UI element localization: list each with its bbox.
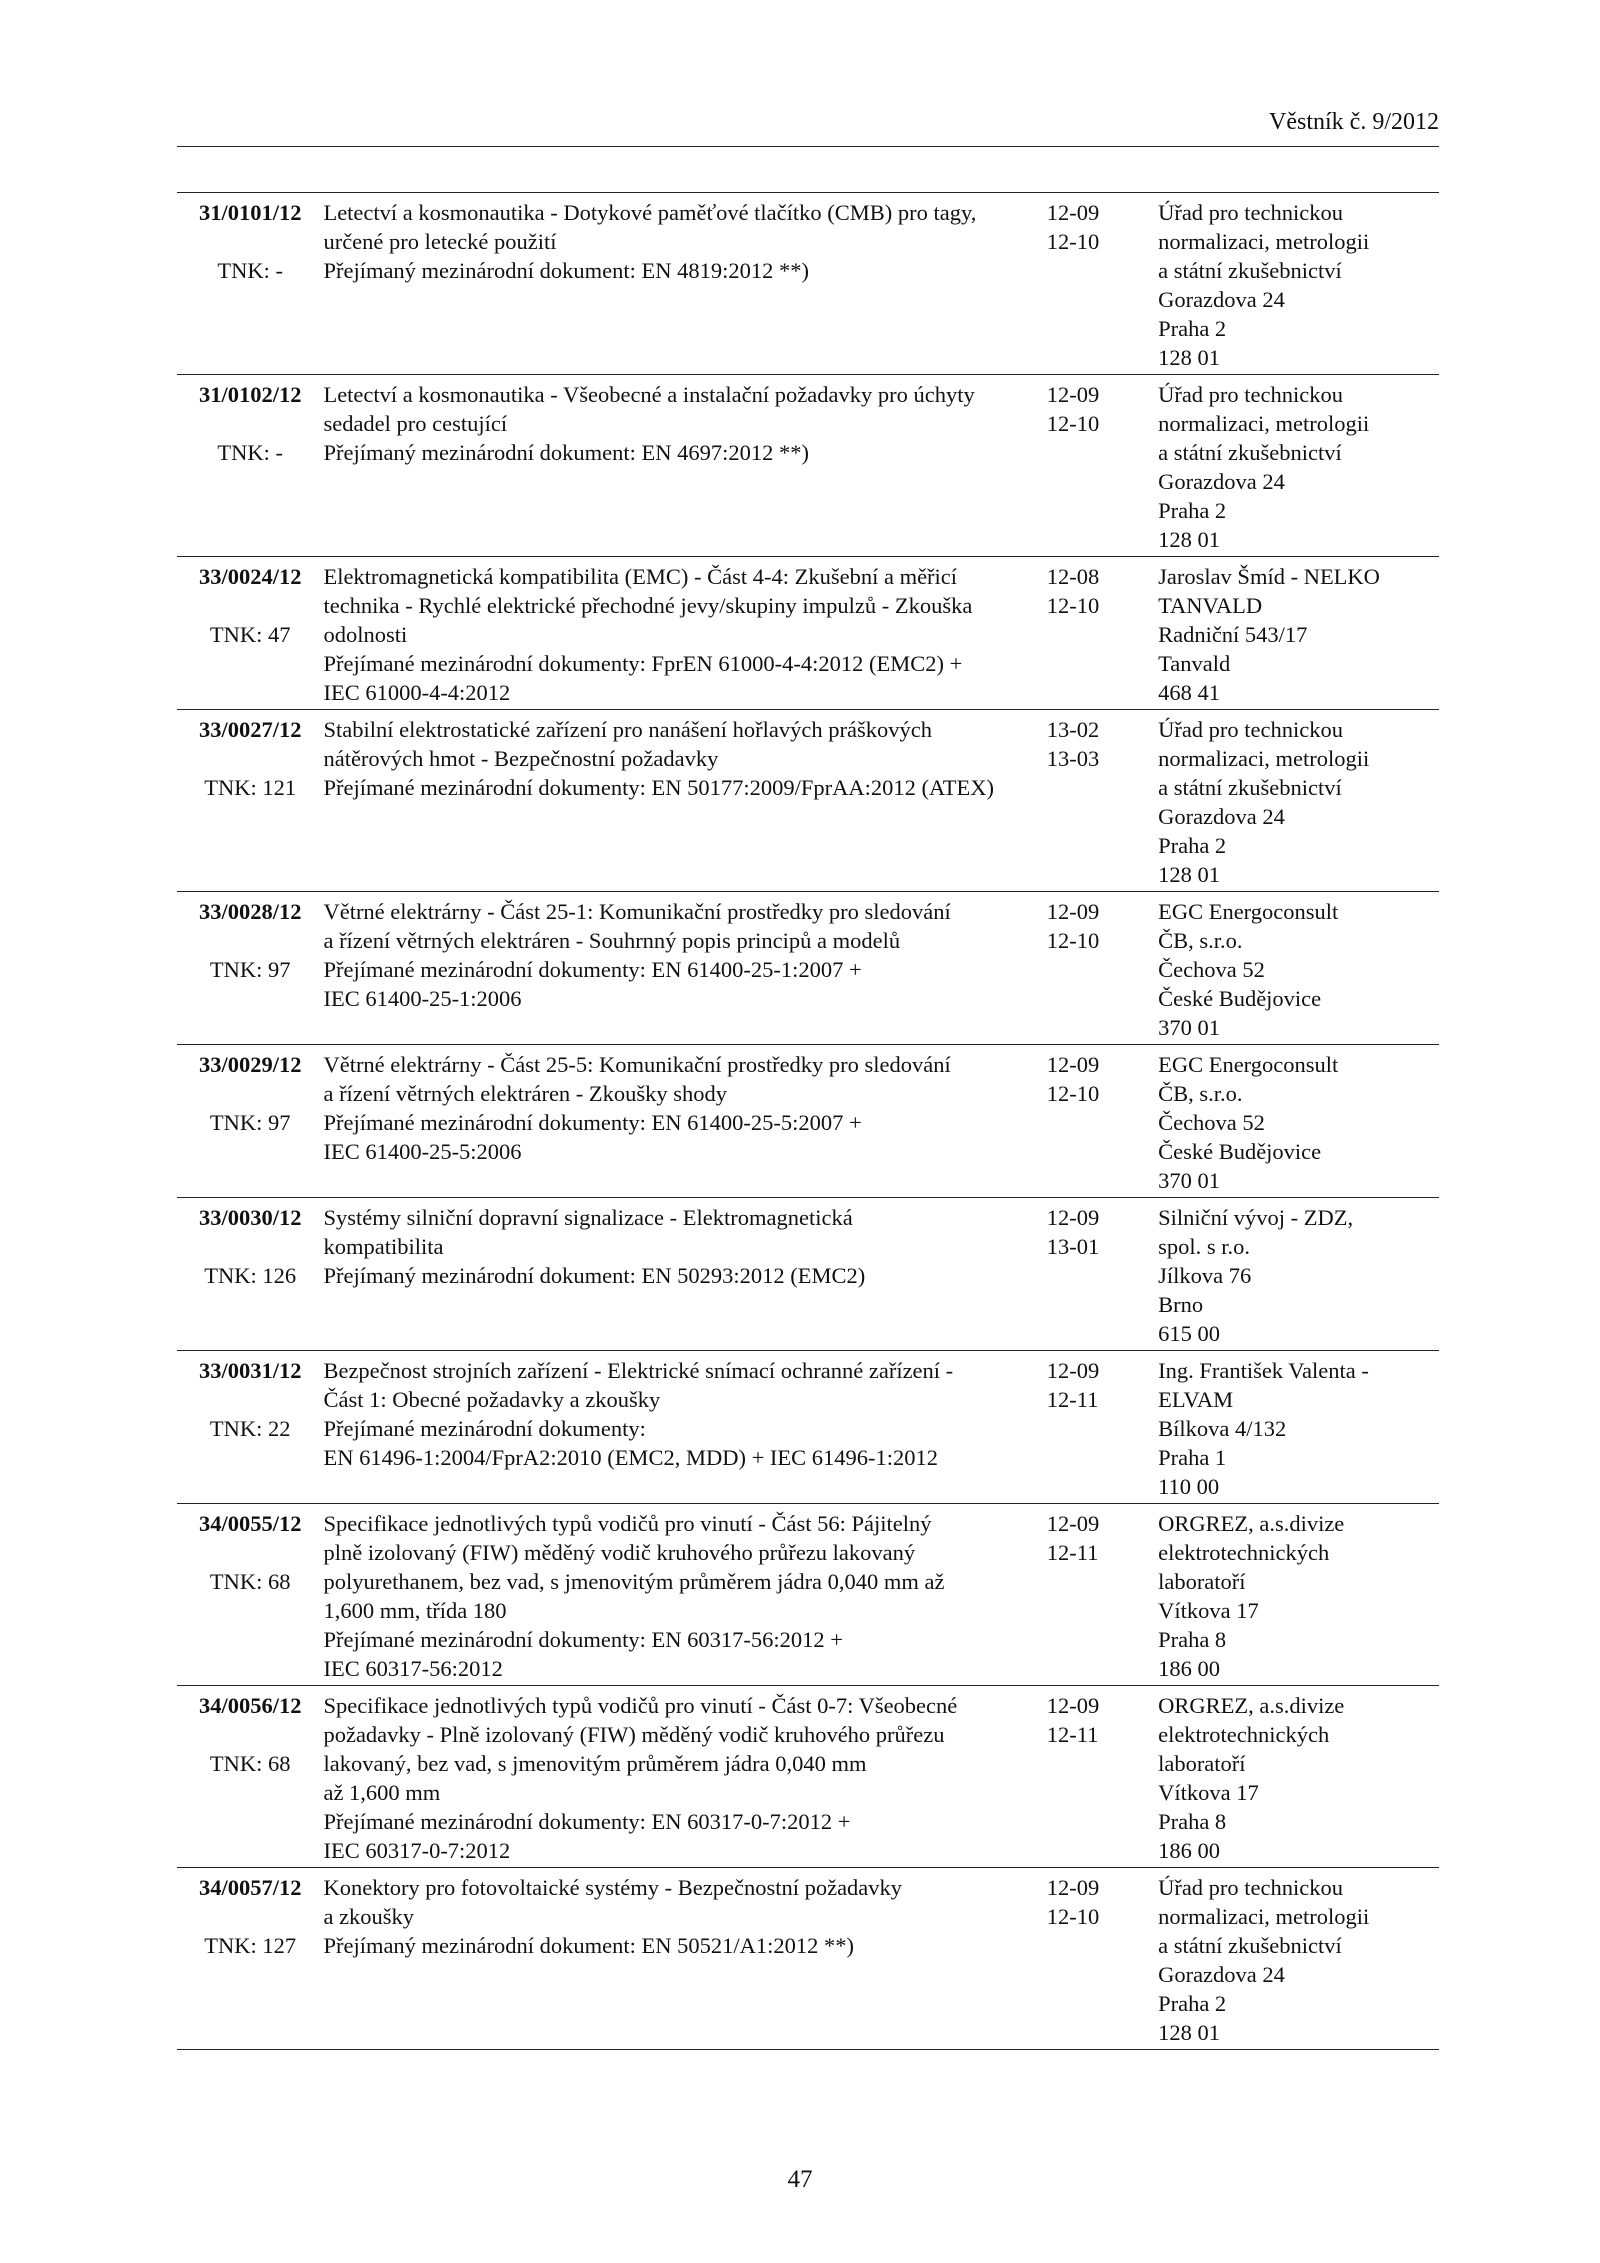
office-line: a státní zkušebnictví xyxy=(1158,258,1342,283)
entry-tnk: TNK: 97 xyxy=(209,1110,291,1135)
office-line: Úřad pro technickou xyxy=(1158,382,1344,407)
entry-tnk: TNK: - xyxy=(217,258,284,283)
office-line: 370 01 xyxy=(1158,1015,1220,1040)
description-line: a řízení větrných elektráren - Zkoušky shody xyxy=(323,1081,728,1106)
entry-description xyxy=(323,375,1046,557)
office-line: ELVAM xyxy=(1158,1387,1234,1412)
entry-dates xyxy=(1047,1504,1158,1686)
description-line: Přejímaný mezinárodní dokument: EN 50293:2012 (EMC2) xyxy=(323,1263,866,1288)
description-line: Větrné elektrárny - Část 25-1: Komunikační prostředky pro sledování xyxy=(323,899,951,924)
entries-table xyxy=(177,192,1439,2050)
description-line: Stabilní elektrostatické zařízení pro nanášení hořlavých práškových xyxy=(323,717,932,742)
office-line: Gorazdova 24 xyxy=(1158,287,1285,312)
office-line: Praha 2 xyxy=(1158,498,1227,523)
description-line: EN 61496-1:2004/FprA2:2010 (EMC2, MDD) + IEC 61496-1:2012 xyxy=(323,1445,938,1470)
entry-tnk: TNK: 126 xyxy=(204,1263,297,1288)
description-line: polyurethanem, bez vad, s jmenovitým průměrem jádra 0,040 mm až xyxy=(323,1569,945,1594)
table-row xyxy=(177,1686,1439,1868)
entry-tnk: TNK: - xyxy=(217,440,284,465)
entry-description xyxy=(323,1045,1046,1198)
office-line: 128 01 xyxy=(1158,527,1220,552)
date-line: 12-10 xyxy=(1046,229,1100,254)
date-line: 12-09 xyxy=(1046,1511,1100,1536)
entry-office xyxy=(1158,1504,1439,1686)
entry-office xyxy=(1158,1198,1439,1351)
office-line: 370 01 xyxy=(1158,1168,1220,1193)
office-line: normalizaci, metrologii xyxy=(1158,746,1370,771)
office-line: elektrotechnických xyxy=(1158,1540,1330,1565)
date-line: 12-10 xyxy=(1046,593,1100,618)
office-line: normalizaci, metrologii xyxy=(1158,411,1370,436)
office-line: ORGREZ, a.s.divize xyxy=(1158,1693,1345,1718)
description-line: 1,600 mm, třída 180 xyxy=(323,1598,507,1623)
entry-tnk: TNK: 68 xyxy=(209,1569,291,1594)
office-line: laboratoří xyxy=(1158,1569,1246,1594)
office-line: Silniční vývoj - ZDZ, xyxy=(1158,1205,1354,1230)
entry-description xyxy=(323,1686,1046,1868)
entry-description xyxy=(323,1198,1046,1351)
description-line: Letectví a kosmonautika - Dotykové paměťové tlačítko (CMB) pro tagy, xyxy=(323,200,977,225)
description-line: Přejímaný mezinárodní dokument: EN 4819:2012 **) xyxy=(323,258,809,283)
description-line: plně izolovaný (FIW) měděný vodič kruhového průřezu lakovaný xyxy=(323,1540,916,1565)
date-line: 12-10 xyxy=(1046,411,1100,436)
entry-id-cell xyxy=(177,557,323,710)
office-line: České Budějovice xyxy=(1158,986,1322,1011)
office-line: 128 01 xyxy=(1158,862,1220,887)
description-line: Přejímané mezinárodní dokumenty: EN 60317-0-7:2012 + xyxy=(323,1809,851,1834)
office-line: Radniční 543/17 xyxy=(1158,622,1308,647)
entry-tnk: TNK: 121 xyxy=(204,775,297,800)
table-row xyxy=(177,892,1439,1045)
office-line: České Budějovice xyxy=(1158,1139,1322,1164)
description-line: IEC 61000-4-4:2012 xyxy=(323,680,511,705)
date-line: 12-11 xyxy=(1046,1722,1099,1747)
description-line: IEC 60317-0-7:2012 xyxy=(323,1838,511,1863)
table-row xyxy=(177,375,1439,557)
office-line: ORGREZ, a.s.divize xyxy=(1158,1511,1345,1536)
office-line: 615 00 xyxy=(1158,1321,1220,1346)
entries-body xyxy=(177,193,1439,2050)
entry-dates xyxy=(1047,892,1158,1045)
date-line: 12-11 xyxy=(1046,1540,1099,1565)
office-line: Brno xyxy=(1158,1292,1204,1317)
entry-id-cell xyxy=(177,1868,323,2050)
date-line: 12-10 xyxy=(1046,1904,1100,1929)
entry-dates xyxy=(1047,193,1158,375)
table-row xyxy=(177,1198,1439,1351)
office-line: Vítkova 17 xyxy=(1158,1780,1259,1805)
page-number: 47 xyxy=(787,2166,813,2193)
entry-id-cell xyxy=(177,1351,323,1504)
date-line: 12-09 xyxy=(1046,1875,1100,1900)
office-line: laboratoří xyxy=(1158,1751,1246,1776)
table-row xyxy=(177,1045,1439,1198)
entry-id-cell xyxy=(177,892,323,1045)
table-row xyxy=(177,193,1439,375)
entry-office xyxy=(1158,892,1439,1045)
entry-code: 33/0029/12 xyxy=(198,1052,302,1077)
office-line: Vítkova 17 xyxy=(1158,1598,1259,1623)
entry-dates xyxy=(1047,1686,1158,1868)
entry-dates xyxy=(1047,557,1158,710)
description-line: až 1,600 mm xyxy=(323,1780,441,1805)
entry-code: 34/0056/12 xyxy=(198,1693,302,1718)
office-line: Ing. František Valenta - xyxy=(1158,1358,1369,1383)
description-line: Systémy silniční dopravní signalizace - Elektromagnetická xyxy=(323,1205,853,1230)
entry-office xyxy=(1158,557,1439,710)
header-rule xyxy=(177,146,1439,147)
office-line: Úřad pro technickou xyxy=(1158,200,1344,225)
table-row xyxy=(177,1504,1439,1686)
description-line: Přejímané mezinárodní dokumenty: EN 61400-25-1:2007 + xyxy=(323,957,862,982)
entry-code: 31/0101/12 xyxy=(198,200,302,225)
office-line: 128 01 xyxy=(1158,345,1220,370)
entry-office xyxy=(1158,1868,1439,2050)
office-line: EGC Energoconsult xyxy=(1158,899,1339,924)
description-line: kompatibilita xyxy=(323,1234,444,1259)
office-line: spol. s r.o. xyxy=(1158,1234,1250,1259)
office-line: 128 01 xyxy=(1158,2020,1220,2045)
description-line: technika - Rychlé elektrické přechodné jevy/skupiny impulzů - Zkouška xyxy=(323,593,973,618)
office-line: Praha 8 xyxy=(1158,1809,1227,1834)
office-line: Praha 8 xyxy=(1158,1627,1227,1652)
entry-id-cell xyxy=(177,1504,323,1686)
description-line: Přejímané mezinárodní dokumenty: FprEN 61000-4-4:2012 (EMC2) + xyxy=(323,651,963,676)
date-line: 12-09 xyxy=(1046,899,1100,924)
description-line: Konektory pro fotovoltaické systémy - Bezpečnostní požadavky xyxy=(323,1875,903,1900)
entry-code: 33/0024/12 xyxy=(198,564,302,589)
office-line: 186 00 xyxy=(1158,1656,1220,1681)
entry-dates xyxy=(1047,1198,1158,1351)
entry-tnk: TNK: 127 xyxy=(204,1933,297,1958)
entry-dates xyxy=(1047,1868,1158,2050)
date-line: 13-02 xyxy=(1046,717,1100,742)
office-line: Praha 2 xyxy=(1158,316,1227,341)
table-row xyxy=(177,557,1439,710)
description-line: Letectví a kosmonautika - Všeobecné a instalační požadavky pro úchyty xyxy=(323,382,975,407)
date-line: 12-10 xyxy=(1046,1081,1100,1106)
entry-description xyxy=(323,1504,1046,1686)
description-line: IEC 60317-56:2012 xyxy=(323,1656,503,1681)
office-line: ČB, s.r.o. xyxy=(1158,1081,1243,1106)
entry-description xyxy=(323,892,1046,1045)
description-line: Přejímané mezinárodní dokumenty: EN 61400-25-5:2007 + xyxy=(323,1110,862,1135)
entry-office xyxy=(1158,1351,1439,1504)
entry-description xyxy=(323,193,1046,375)
office-line: Čechova 52 xyxy=(1158,1110,1265,1135)
entry-dates xyxy=(1047,375,1158,557)
entry-office xyxy=(1158,375,1439,557)
entry-description xyxy=(323,557,1046,710)
entry-code: 34/0055/12 xyxy=(198,1511,302,1536)
entry-id-cell xyxy=(177,1045,323,1198)
table-row xyxy=(177,1351,1439,1504)
entry-code: 33/0031/12 xyxy=(198,1358,302,1383)
description-line: Přejímané mezinárodní dokumenty: EN 60317-56:2012 + xyxy=(323,1627,843,1652)
table-row xyxy=(177,1868,1439,2050)
date-line: 12-09 xyxy=(1046,1358,1100,1383)
page-header-title: Věstník č. 9/2012 xyxy=(1269,109,1439,135)
entry-description xyxy=(323,710,1046,892)
description-line: IEC 61400-25-5:2006 xyxy=(323,1139,522,1164)
description-line: požadavky - Plně izolovaný (FIW) měděný vodič kruhového průřezu xyxy=(323,1722,945,1747)
entry-description xyxy=(323,1351,1046,1504)
description-line: Část 1: Obecné požadavky a zkoušky xyxy=(323,1387,661,1412)
date-line: 12-09 xyxy=(1046,1052,1100,1077)
office-line: Gorazdova 24 xyxy=(1158,804,1285,829)
office-line: 468 41 xyxy=(1158,680,1220,705)
date-line: 12-09 xyxy=(1046,1693,1100,1718)
office-line: EGC Energoconsult xyxy=(1158,1052,1339,1077)
entry-office xyxy=(1158,1686,1439,1868)
office-line: normalizaci, metrologii xyxy=(1158,1904,1370,1929)
office-line: 186 00 xyxy=(1158,1838,1220,1863)
date-line: 12-10 xyxy=(1046,928,1100,953)
date-line: 13-01 xyxy=(1046,1234,1100,1259)
office-line: Jílkova 76 xyxy=(1158,1263,1252,1288)
entry-code: 34/0057/12 xyxy=(198,1875,302,1900)
office-line: Tanvald xyxy=(1158,651,1231,676)
entry-dates xyxy=(1047,710,1158,892)
description-line: nátěrových hmot - Bezpečnostní požadavky xyxy=(323,746,719,771)
entry-id-cell xyxy=(177,710,323,892)
description-line: Specifikace jednotlivých typů vodičů pro vinutí - Část 0-7: Všeobecné xyxy=(323,1693,958,1718)
description-line: Elektromagnetická kompatibilita (EMC) - Část 4-4: Zkušební a měřicí xyxy=(323,564,958,589)
office-line: TANVALD xyxy=(1158,593,1263,618)
description-line: Přejímaný mezinárodní dokument: EN 50521/A1:2012 **) xyxy=(323,1933,854,1958)
description-line: odolnosti xyxy=(323,622,408,647)
description-line: Specifikace jednotlivých typů vodičů pro vinutí - Část 56: Pájitelný xyxy=(323,1511,932,1536)
office-line: Gorazdova 24 xyxy=(1158,1962,1285,1987)
office-line: a státní zkušebnictví xyxy=(1158,440,1342,465)
entry-code: 31/0102/12 xyxy=(198,382,302,407)
office-line: a státní zkušebnictví xyxy=(1158,1933,1342,1958)
entry-description xyxy=(323,1868,1046,2050)
office-line: Gorazdova 24 xyxy=(1158,469,1285,494)
description-line: Přejímaný mezinárodní dokument: EN 4697:2012 **) xyxy=(323,440,809,465)
office-line: Úřad pro technickou xyxy=(1158,1875,1344,1900)
description-line: určené pro letecké použití xyxy=(323,229,557,254)
description-line: lakovaný, bez vad, s jmenovitým průměrem jádra 0,040 mm xyxy=(323,1751,867,1776)
entry-id-cell xyxy=(177,193,323,375)
entry-tnk: TNK: 22 xyxy=(209,1416,291,1441)
table-row xyxy=(177,710,1439,892)
description-line: Bezpečnost strojních zařízení - Elektrické snímací ochranné zařízení - xyxy=(323,1358,954,1383)
office-line: elektrotechnických xyxy=(1158,1722,1330,1747)
description-line: a zkoušky xyxy=(323,1904,415,1929)
entry-dates xyxy=(1047,1351,1158,1504)
date-line: 12-09 xyxy=(1046,1205,1100,1230)
description-line: sedadel pro cestující xyxy=(323,411,508,436)
office-line: Praha 1 xyxy=(1158,1445,1227,1470)
description-line: Přejímané mezinárodní dokumenty: xyxy=(323,1416,646,1441)
office-line: 110 00 xyxy=(1158,1474,1220,1499)
entry-code: 33/0030/12 xyxy=(198,1205,302,1230)
office-line: ČB, s.r.o. xyxy=(1158,928,1243,953)
description-line: Větrné elektrárny - Část 25-5: Komunikační prostředky pro sledování xyxy=(323,1052,951,1077)
date-line: 12-08 xyxy=(1046,564,1100,589)
entry-id-cell xyxy=(177,375,323,557)
entry-id-cell xyxy=(177,1686,323,1868)
entry-id-cell xyxy=(177,1198,323,1351)
date-line: 13-03 xyxy=(1046,746,1100,771)
entry-tnk: TNK: 97 xyxy=(209,957,291,982)
entry-office xyxy=(1158,1045,1439,1198)
date-line: 12-09 xyxy=(1046,382,1100,407)
office-line: Úřad pro technickou xyxy=(1158,717,1344,742)
entry-code: 33/0028/12 xyxy=(198,899,302,924)
office-line: Praha 2 xyxy=(1158,1991,1227,2016)
description-line: IEC 61400-25-1:2006 xyxy=(323,986,522,1011)
office-line: Bílkova 4/132 xyxy=(1158,1416,1287,1441)
office-line: normalizaci, metrologii xyxy=(1158,229,1370,254)
date-line: 12-11 xyxy=(1046,1387,1099,1412)
date-line: 12-09 xyxy=(1046,200,1100,225)
office-line: a státní zkušebnictví xyxy=(1158,775,1342,800)
entry-tnk: TNK: 47 xyxy=(209,622,291,647)
entry-dates xyxy=(1047,1045,1158,1198)
office-line: Čechova 52 xyxy=(1158,957,1265,982)
entry-code: 33/0027/12 xyxy=(198,717,302,742)
description-line: Přejímané mezinárodní dokumenty: EN 50177:2009/FprAA:2012 (ATEX) xyxy=(323,775,994,800)
entry-tnk: TNK: 68 xyxy=(209,1751,291,1776)
entry-office xyxy=(1158,193,1439,375)
description-line: a řízení větrných elektráren - Souhrnný popis principů a modelů xyxy=(323,928,901,953)
office-line: Praha 2 xyxy=(1158,833,1227,858)
office-line: Jaroslav Šmíd - NELKO xyxy=(1158,564,1380,589)
entry-office xyxy=(1158,710,1439,892)
